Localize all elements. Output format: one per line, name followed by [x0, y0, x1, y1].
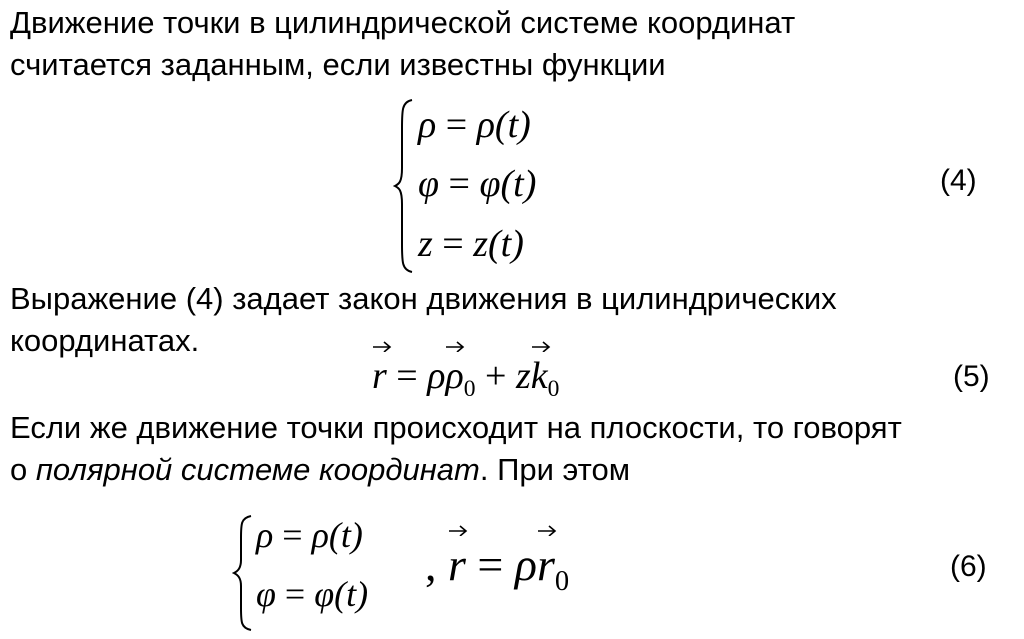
polar-line-2: о полярной системе координат. При этом: [10, 452, 631, 487]
system4-brace: [393, 98, 415, 274]
system6-brace: [232, 514, 254, 632]
intro-line-1: Движение точки в цилиндрической системе координат: [10, 5, 796, 40]
equation-6: , r = ρr $_0$: [425, 538, 569, 598]
equation-number-5: (5): [953, 360, 990, 393]
intro-paragraph: [10, 2, 795, 86]
vector-arrow-icon: [537, 524, 557, 536]
vector-arrow-icon: [448, 524, 468, 536]
vector-r: r: [448, 538, 466, 591]
vector-arrow-icon: [372, 340, 392, 352]
vector-r0: r: [537, 538, 555, 591]
vector-rho0: ρ: [445, 354, 463, 398]
system4-eq3: z = z(t): [418, 223, 524, 265]
polar-paragraph: [10, 407, 902, 491]
vector-arrow-icon: [445, 340, 465, 352]
system4-eq2: φ = φ(t): [418, 163, 537, 205]
equation-number-4: (4): [940, 164, 977, 197]
polar-line-1: Если же движение точки происходит на плоскости, то говорят: [10, 410, 902, 445]
intro-line-2: считается заданным, если известны функции: [10, 47, 666, 82]
equation-5: r = ρρ $_0$ + zk $_0$: [372, 354, 559, 403]
equation-number-6: (6): [950, 550, 987, 583]
polar-system-term: полярной системе координат: [35, 452, 480, 487]
system6-eq1: ρ = ρ(t): [256, 515, 363, 555]
vector-r: r: [372, 354, 387, 398]
law-line-2: координатах.: [10, 323, 200, 358]
system6-eq2: φ = φ(t): [256, 574, 369, 614]
system4-eq1: ρ = ρ(t): [418, 104, 531, 146]
vector-arrow-icon: [531, 340, 551, 352]
law-paragraph: [10, 278, 837, 362]
law-line-1: Выражение (4) задает закон движения в цилиндрических: [10, 281, 837, 316]
vector-k0: k: [531, 354, 548, 398]
